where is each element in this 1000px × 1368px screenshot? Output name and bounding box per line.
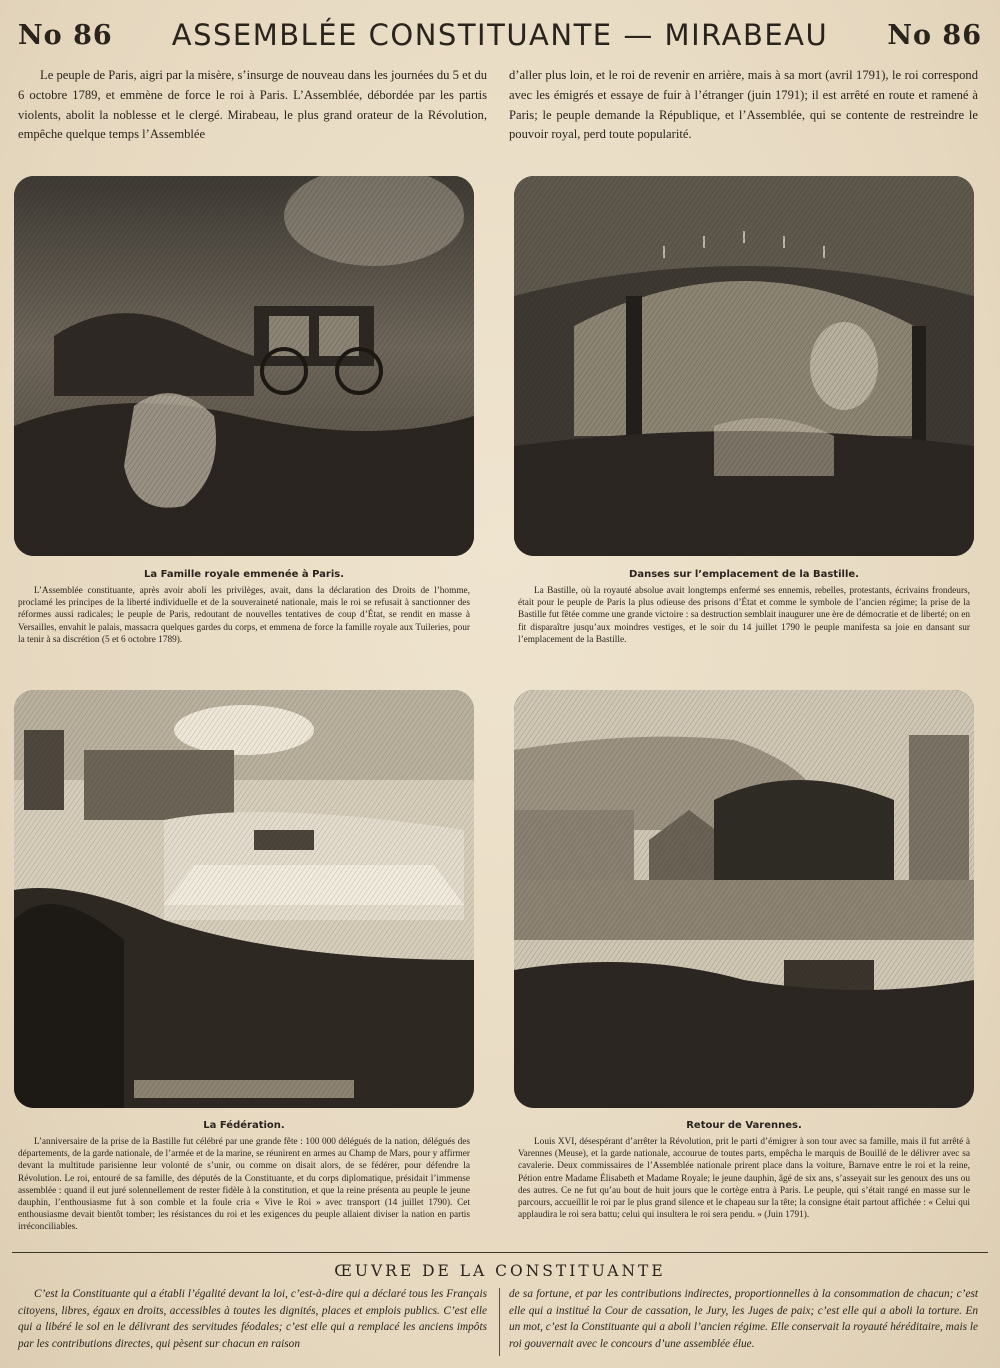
intro-text bbox=[18, 66, 978, 154]
caption-title-varennes: Retour de Varennes. bbox=[686, 1120, 802, 1131]
engraving-famille-royale bbox=[14, 176, 474, 556]
oeuvre-column-left bbox=[18, 1286, 487, 1360]
oeuvre-paragraph-right: de sa fortune, et par les contributions indirectes, proportionnelles à la consommation de chacun; c’est elle qui a institué la Cour de cassation, le Jury, les Juges de paix; c’est elle qui a aboli la torture. En un mot, c’est la Constituante qui a aboli l’ancien régime. Elle conservait la royauté héréditaire, mais le roi gouvernait avec le concours d’une assemblée élue. bbox=[509, 1288, 978, 1350]
engraving-federation bbox=[14, 690, 474, 1108]
column-divider bbox=[499, 1288, 500, 1356]
intro-column-left bbox=[18, 66, 487, 154]
divider-top bbox=[12, 1252, 988, 1253]
caption-text-varennes bbox=[518, 1136, 970, 1221]
engraving-bastille-dances bbox=[514, 176, 974, 556]
engraving-varennes bbox=[514, 690, 974, 1108]
caption-text-federation bbox=[18, 1136, 470, 1234]
caption-title-bastille: Danses sur l’emplacement de la Bastille. bbox=[629, 569, 859, 580]
oeuvre-column-right bbox=[509, 1286, 978, 1360]
caption-text-famille-royale bbox=[18, 585, 470, 646]
caption-title-federation: La Fédération. bbox=[203, 1120, 285, 1131]
caption-paragraph: La Bastille, où la royauté absolue avait longtemps enfermé ses ennemis, rebelles, protestants, écrivains frondeurs, était pour le peuple de Paris la plus odieuse des prisons d’État et comme le symbole de l’ancien régime; la prise de la Bastille fut fêtée comme une grande victoire : sa destruction semblait inaugurer une ère de démocratie et de liberté; on en fit disparaître jusqu’aux moindres vestiges, et le soir du 14 juillet 1790 le peuple manifesta sa joie en dansant sur l’emplacement de la Bastille. bbox=[518, 586, 970, 645]
oeuvre-text bbox=[18, 1286, 978, 1360]
intro-column-right bbox=[509, 66, 978, 154]
caption-text-bastille bbox=[518, 585, 970, 646]
issue-number-left: No 86 bbox=[18, 20, 113, 51]
page-title: ASSEMBLÉE CONSTITUANTE — MIRABEAU bbox=[171, 18, 829, 52]
caption-title-famille-royale: La Famille royale emmenée à Paris. bbox=[143, 569, 345, 580]
caption-paragraph: L’Assemblée constituante, après avoir aboli les privilèges, avait, dans la déclaration des Droits de l’homme, proclamé les principes de la liberté individuelle et de la souveraineté nationale, mais le roi se refusait à sanctionner des réformes aussi radicales; le peuple de Paris, redoutant de nouvelles tentatives de coup d’État, se rendit en masse à Versailles, envahit le palais, massacra quelques gardes du corps, et emmena de force la famille royale aux Tuileries, pour la tenir à sa discrétion (5 et 6 octobre 1789). bbox=[18, 586, 470, 645]
poster-header bbox=[14, 14, 986, 58]
issue-number-right: No 86 bbox=[887, 20, 982, 51]
caption-paragraph: L’anniversaire de la prise de la Bastille fut célébré par une grande fête : 100 000 délégués de la nation, délégués des départements, de la garde nationale, de l’armée et de la marine, se réunirent en armes au Champ de Mars, pour y affirmer devant la multitude parisienne leur volonté de s’unir, ou comme on disait alors, de se fédérer, pour défendre la Révolution. Le roi, entouré de sa famille, des députés de la Constituante, et du corps diplomatique, présidait l’immense assemblée : quand il eut juré solennellement de rester fidèle à la constitution, et que la reine présenta au peuple le jeune dauphin, l’enthousiasme fut à son comble et la foule cria « Vive le Roi » avec transport (14 juillet 1790). Cet enthousiasme devait bientôt tomber; les résistances du roi et les exigences du peuple allaient diviser la nation en partis irréconciliables. bbox=[18, 1137, 470, 1233]
caption-paragraph: Louis XVI, désespérant d’arrêter la Révolution, prit le parti d’émigrer à son tour avec sa famille, mais il fut arrêté à Varennes (Meuse), et la garde nationale, accourue de toutes parts, empêcha le marquis de Bouillé de le délivrer avec sa cavalerie. Deux commissaires de l’Assemblée nationale prirent place dans la voiture, Barnave entre le roi et la reine, Pétion entre Madame Élisabeth et Madame Royale; le jeune dauphin, âgé de six ans, s’asseyait sur les genoux des uns ou des autres. Ce ne fut qu’au bout de huit jours que le cortège entra à Paris. Le peuple, qui s’était rangé en masse sur le parcours, accueillit le roi par le plus grand silence et le chapeau sur la tête; la consigne était partout affichée : « Celui qui applaudira le roi sera battu; celui qui insultera le roi sera pendu. » (Juin 1791). bbox=[518, 1137, 970, 1221]
section-title-oeuvre: ŒUVRE DE LA CONSTITUANTE bbox=[334, 1262, 666, 1280]
oeuvre-paragraph-left: C’est la Constituante qui a établi l’égalité devant la loi, c’est-à-dire qui a déclaré tous les Français citoyens, libres, égaux en droits, accessibles à toutes les dignités, places et emplois publics. C’est elle qui a libéré le sol en le délivrant des servitudes féodales; c’est elle qui a remplacé les anciens impôts par les contributions directes, qui pèsent sur chacun en raison bbox=[18, 1288, 487, 1350]
intro-paragraph-right: d’aller plus loin, et le roi de revenir en arrière, mais à sa mort (avril 1791), le roi correspond avec les émigrés et essaye de fuir à l’étranger (juin 1791); il est arrêté en route et ramené à Paris; le peuple demande la République, et l’Assemblée, qui se contente de restreindre le pouvoir royal, perd toute popularité. bbox=[509, 68, 978, 142]
intro-paragraph-left: Le peuple de Paris, aigri par la misère, s’insurge de nouveau dans les journées du 5 et du 6 octobre 1789, et emmène de force le roi à Paris. L’Assemblée, débordée par les partis violents, abolit la noblesse et le clergé. Mirabeau, le plus grand orateur de la Révolution, empêche quelque temps l’Assemblée bbox=[18, 68, 487, 142]
